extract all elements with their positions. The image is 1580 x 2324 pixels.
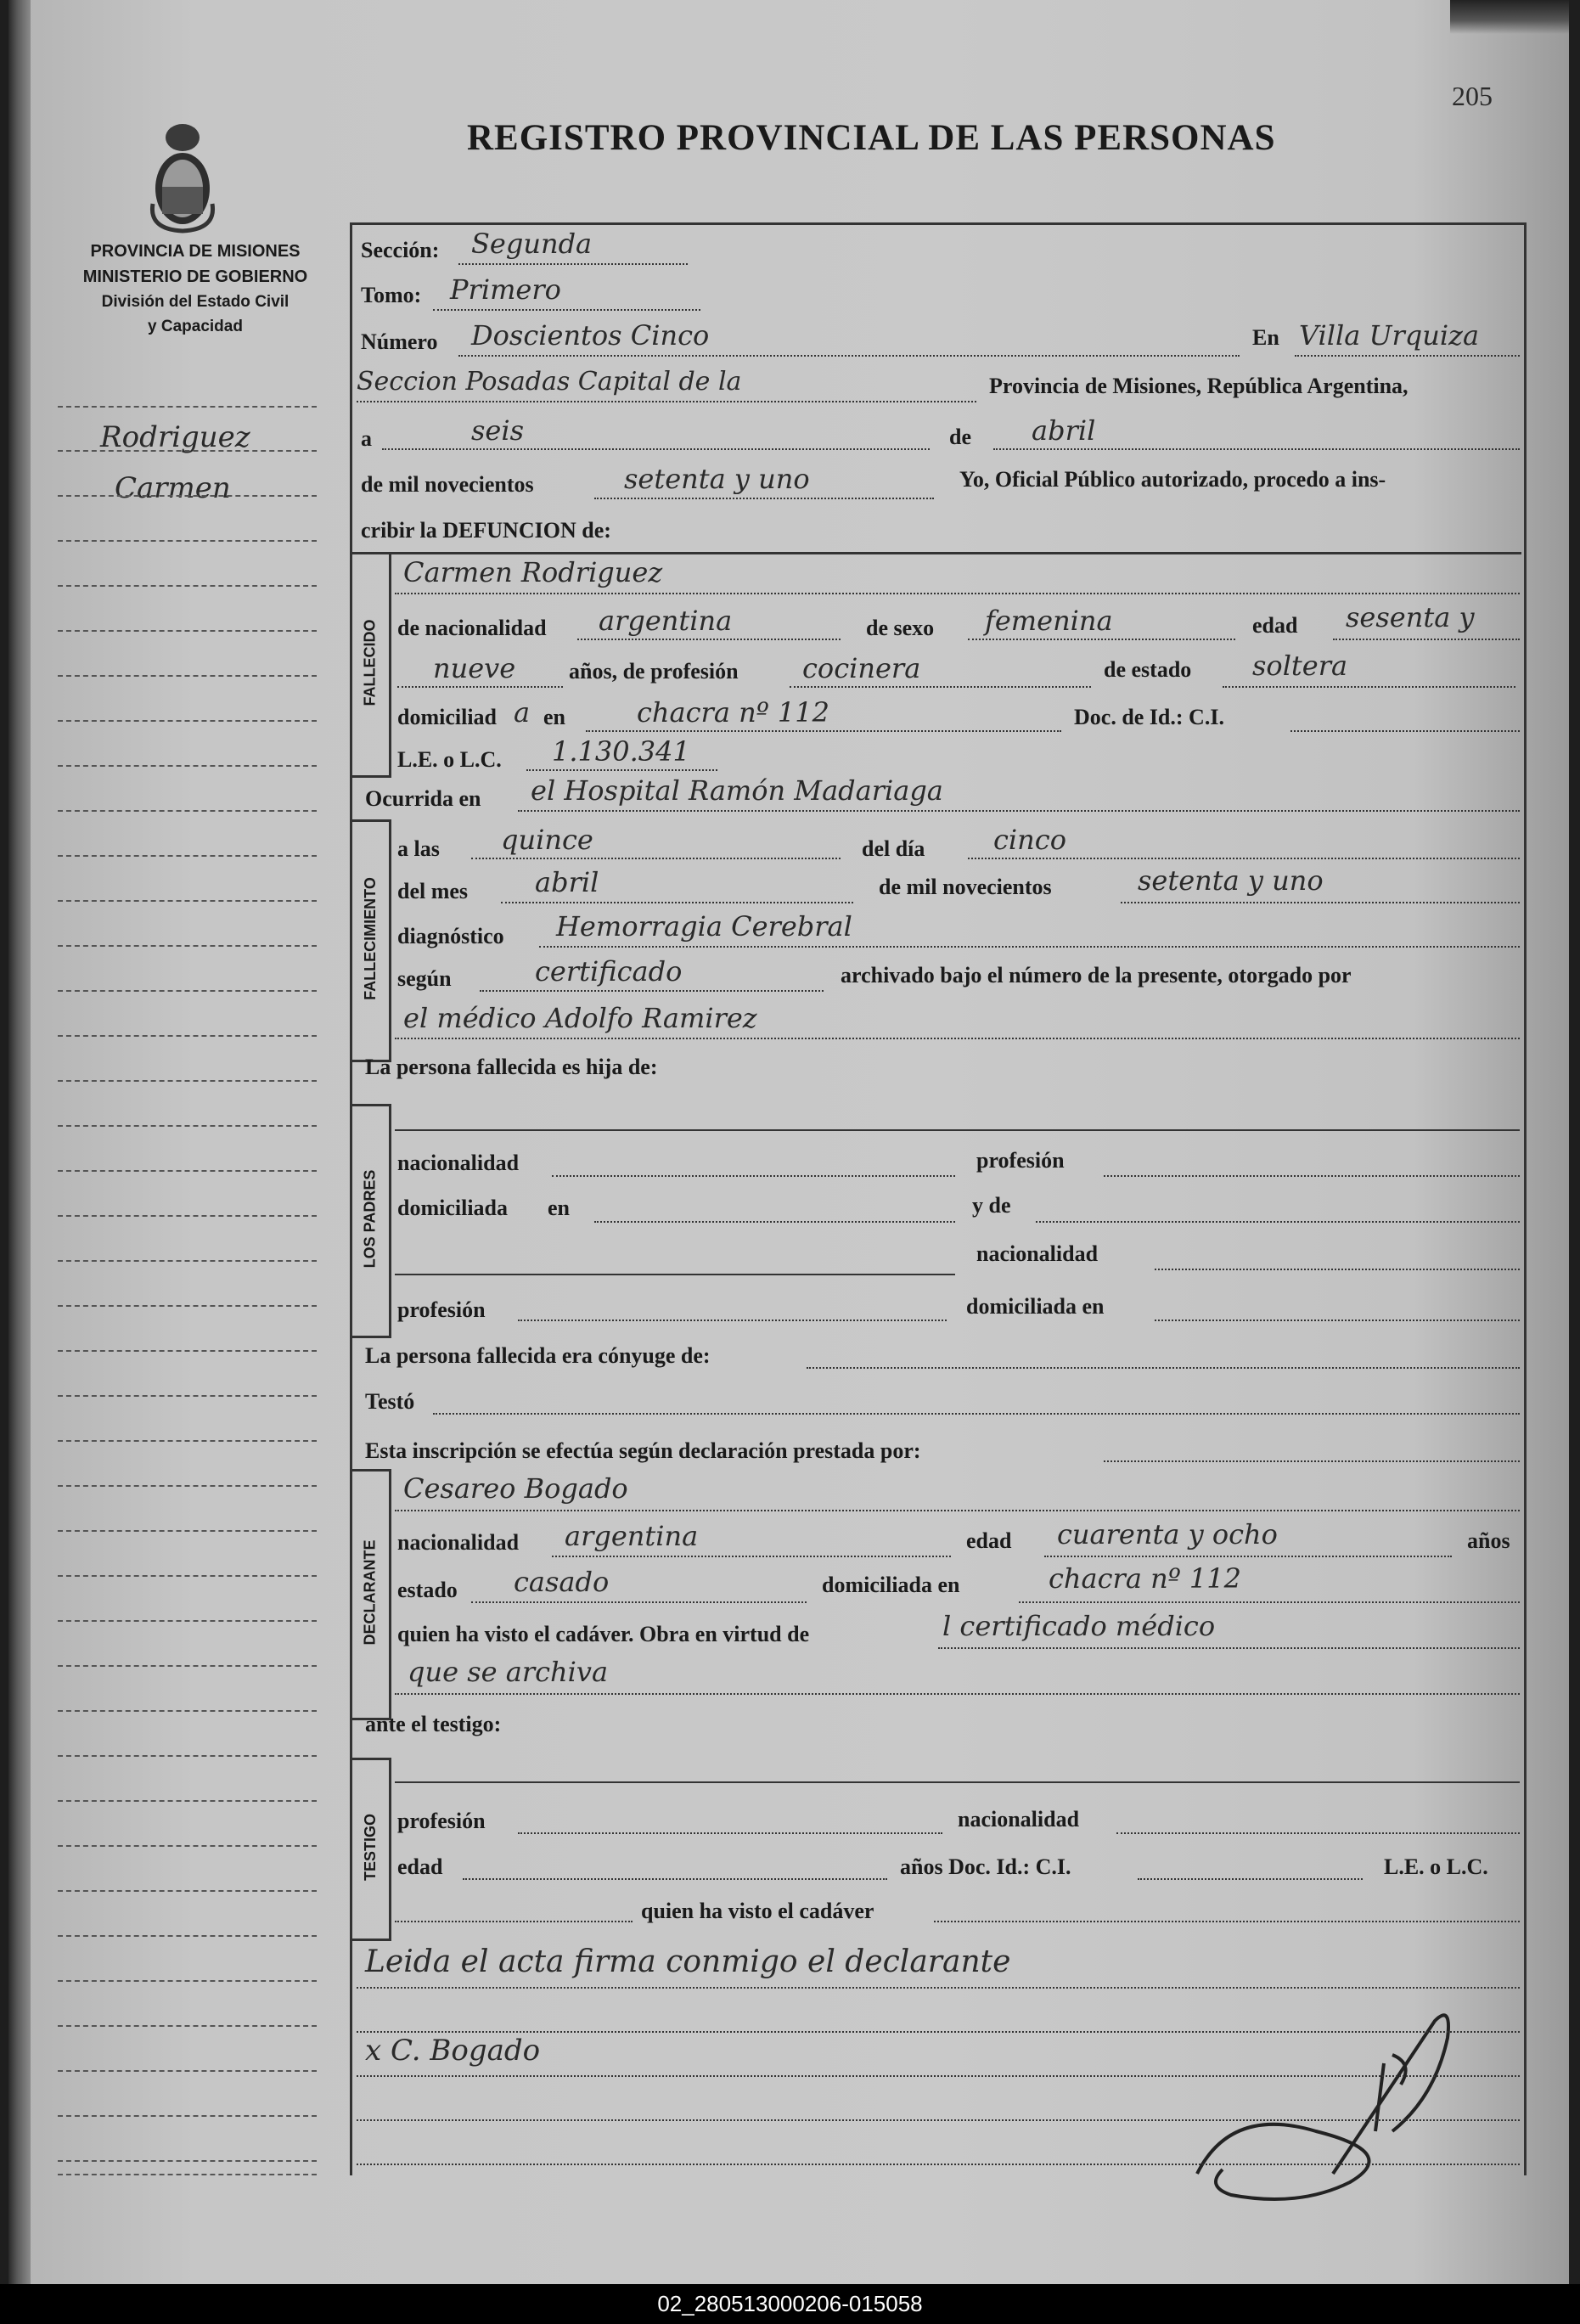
testigo-anos-doc-label: años Doc. Id.: C.I. (900, 1854, 1071, 1879)
fallecimiento-diagnostico-label: diagnóstico (397, 924, 504, 948)
padres-en-label: en (548, 1196, 570, 1220)
underline (968, 639, 1235, 640)
margin-line (58, 1440, 317, 1442)
margin-line (58, 1350, 317, 1352)
inscripcion-label: Esta inscripción se efectúa según declaración prestada por: (365, 1438, 921, 1463)
underline (397, 686, 563, 688)
coat-of-arms-icon (144, 119, 221, 234)
margin-line (58, 1485, 317, 1487)
margin-line (58, 1890, 317, 1892)
underline (993, 448, 1520, 450)
underline (518, 1320, 947, 1321)
ante-label: ante el testigo: (365, 1712, 502, 1736)
margin-note-name: Carmen (115, 471, 231, 505)
official-signature-icon (1180, 2004, 1486, 2208)
underline (1138, 1878, 1363, 1880)
margin-line (58, 945, 317, 947)
fallecimiento-segun-value: certificado (535, 955, 683, 988)
fallecimiento-dia-label: del día (862, 836, 925, 861)
fallecido-nacionalidad-label: de nacionalidad (397, 616, 547, 640)
closing-ruled-line (357, 2164, 1520, 2165)
fallecimiento-dia-value: cinco (993, 824, 1066, 856)
underline (1104, 1175, 1520, 1177)
underline (395, 593, 1520, 594)
testigo-quien-label: quien ha visto el cadáver (641, 1899, 874, 1923)
underline (1223, 686, 1515, 688)
seccion-value: Segunda (471, 228, 593, 260)
underline (501, 902, 853, 903)
declarante-section-label: DECLARANTE (361, 1539, 379, 1645)
margin-line (58, 1215, 317, 1217)
image-footer: 02_280513000206-015058 (0, 2284, 1580, 2324)
declarante-nacionalidad-value: argentina (565, 1520, 699, 1552)
padres-profesion-label: profesión (976, 1148, 1065, 1173)
fallecido-domiciliad-suffix: a (514, 696, 531, 729)
mil-label: de mil novecientos (361, 472, 534, 497)
underline (968, 858, 1520, 859)
underline (458, 263, 688, 265)
underline (1155, 1269, 1520, 1270)
margin-line (58, 495, 317, 497)
fallecimiento-mil-value: setenta y uno (1138, 864, 1324, 897)
fallecido-edad-label: edad (1252, 613, 1298, 638)
place-value: Seccion Posadas Capital de la (357, 367, 742, 397)
fallecido-sexo-label: de sexo (866, 616, 935, 640)
underline (1290, 730, 1520, 732)
mil-value: setenta y uno (624, 463, 810, 495)
underline (480, 990, 824, 992)
margin-line (58, 1710, 317, 1712)
page-corner-shadow (1450, 0, 1569, 34)
fallecido-edad-value2: nueve (433, 652, 516, 684)
margin-line (58, 630, 317, 632)
testigo-section-label: TESTIGO (361, 1813, 379, 1881)
declarante-edad-value: cuarenta y ocho (1057, 1518, 1278, 1550)
underline (1044, 1556, 1452, 1557)
fallecido-le-value: 1.130.341 (552, 735, 690, 768)
closing-ruled-line (357, 2031, 1520, 2033)
fallecido-sexo-value: femenina (985, 605, 1113, 637)
margin-line (58, 2025, 317, 2027)
underline (518, 1832, 942, 1834)
fallecimiento-medico-value: el médico Adolfo Ramirez (403, 1002, 757, 1034)
margin-line (58, 585, 317, 587)
fallecimiento-mes-value: abril (535, 866, 599, 898)
yo-text: Yo, Oficial Público autorizado, procedo a ins- (959, 467, 1386, 492)
fallecido-domicilio-value: chacra nº 112 (637, 696, 829, 729)
fallecimiento-alas-label: a las (397, 836, 440, 861)
underline (395, 1129, 1520, 1131)
testigo-profesion-label: profesión (397, 1809, 486, 1833)
underline (594, 1221, 955, 1223)
margin-line (58, 2160, 317, 2162)
padres-y-de-label: y de (972, 1193, 1011, 1218)
padres-nacionalidad2-label: nacionalidad (976, 1241, 1099, 1266)
underline (577, 639, 841, 640)
underline (395, 1510, 1520, 1511)
fallecimiento-diagnostico-value: Hemorragia Cerebral (556, 910, 852, 943)
margin-line (58, 1935, 317, 1937)
a-value: seis (471, 414, 525, 447)
padres-domiciliada2-label: domiciliada en (966, 1294, 1105, 1319)
ocurrida-label: Ocurrida en (365, 786, 481, 811)
margin-line (58, 1665, 317, 1667)
en-value: Villa Urquiza (1299, 319, 1480, 352)
dept-line1: PROVINCIA DE MISIONES (90, 242, 301, 261)
fallecido-estado-value: soltera (1252, 650, 1348, 682)
fallecido-section-label: FALLECIDO (361, 619, 379, 706)
fallecido-name: Carmen Rodriguez (403, 556, 663, 588)
margin-line (58, 2115, 317, 2117)
margin-line (58, 2070, 317, 2072)
closing-ruled-line (357, 1987, 1520, 1989)
tomo-value: Primero (450, 273, 561, 306)
margin-line (58, 765, 317, 767)
declarante-virtud-value: l certificado médico (942, 1610, 1216, 1642)
margin-line (58, 900, 317, 902)
underline (518, 810, 1520, 812)
declarante-quien-text: quien ha visto el cadáver. Obra en virtud de (397, 1622, 810, 1646)
padres-profesion2-label: profesión (397, 1297, 486, 1322)
declarante-anos-label: años (1467, 1528, 1510, 1553)
testigo-edad-label: edad (397, 1854, 443, 1879)
dept-line4: y Capacidad (148, 318, 243, 335)
underline (395, 1781, 1520, 1783)
document-title: REGISTRO PROVINCIAL DE LAS PERSONAS (467, 118, 1276, 158)
underline (395, 1038, 1520, 1039)
margin-line (58, 450, 317, 452)
declarante-name: Cesareo Bogado (403, 1472, 628, 1505)
margin-line (58, 540, 317, 542)
book-binding (8, 0, 31, 2284)
margin-line (58, 1530, 317, 1532)
underline (552, 1556, 951, 1557)
de-label: de (949, 425, 971, 449)
underline (471, 858, 841, 859)
declarante-estado-label: estado (397, 1578, 458, 1602)
margin-line (58, 1800, 317, 1802)
underline (526, 769, 717, 771)
underline (594, 498, 934, 499)
margin-line (58, 1755, 317, 1757)
margin-line (58, 1125, 317, 1127)
declarante-estado-value: casado (514, 1566, 610, 1598)
page-number: 205 (1452, 81, 1493, 111)
numero-value: Doscientos Cinco (471, 319, 710, 352)
declarante-virtud-value2: que se archiva (408, 1656, 609, 1688)
fallecido-le-label: L.E. o L.C. (397, 747, 502, 772)
margin-line (58, 990, 317, 992)
underline (586, 730, 1061, 732)
fallecido-profesion-label: años, de profesión (569, 659, 739, 684)
form-frame (350, 222, 1527, 2175)
fallecimiento-alas-value: quince (501, 824, 593, 856)
underline (458, 355, 1240, 357)
underline (1333, 639, 1520, 640)
fallecimiento-segun-label: según (397, 966, 452, 991)
margin-line (58, 855, 317, 857)
underline (552, 1175, 955, 1177)
underline (539, 946, 1520, 948)
underline (433, 309, 700, 311)
margin-line (58, 1080, 317, 1082)
padres-nacionalidad-label: nacionalidad (397, 1151, 520, 1175)
dept-line3: División del Estado Civil (101, 293, 290, 311)
fallecido-edad-value: sesenta y (1346, 601, 1475, 633)
margin-line (58, 675, 317, 677)
fallecido-estado-label: de estado (1104, 657, 1192, 682)
fallecido-domiciliad-label: domiciliad (397, 705, 498, 729)
closing-ruled-line (357, 2119, 1520, 2121)
underline (382, 448, 930, 450)
testigo-le-label: L.E. o L.C. (1384, 1854, 1488, 1879)
conyuge-label: La persona fallecida era cónyuge de: (365, 1343, 711, 1368)
declarante-edad-label: edad (966, 1528, 1012, 1553)
closing-line2: x C. Bogado (365, 2034, 541, 2068)
declarante-domiciliada-label: domiciliada en (822, 1573, 960, 1597)
padres-domiciliada-label: domiciliada (397, 1196, 509, 1220)
numero-label: Número (361, 329, 438, 354)
underline (1116, 1832, 1520, 1834)
underline (395, 1274, 955, 1275)
tomo-label: Tomo: (361, 283, 422, 307)
register-page (8, 0, 1569, 2284)
underline (790, 686, 1091, 688)
fallecido-nacionalidad-value: argentina (599, 605, 733, 637)
fallecimiento-section-label: FALLECIMIENTO (361, 876, 379, 1000)
underline (463, 1878, 887, 1880)
margin-line (58, 810, 317, 812)
declarante-nacionalidad-label: nacionalidad (397, 1530, 520, 1555)
a-label: a (361, 426, 372, 451)
fallecimiento-mil-label: de mil novecientos (879, 875, 1052, 899)
seccion-label: Sección: (361, 238, 440, 262)
underline (1121, 902, 1520, 903)
margin-line (58, 1305, 317, 1307)
margin-line (58, 1260, 317, 1262)
underline (395, 1693, 1520, 1695)
margin-line (58, 1575, 317, 1577)
underline (938, 1647, 1520, 1649)
underline (1104, 1460, 1520, 1462)
underline (357, 401, 976, 402)
underline (1295, 355, 1520, 357)
en-label: En (1252, 325, 1279, 350)
padres-section-label: LOS PADRES (361, 1169, 379, 1268)
margin-line (58, 1395, 317, 1397)
section-rule (389, 552, 1521, 554)
de-value: abril (1032, 414, 1096, 447)
margin-note-surname: Rodriguez (100, 420, 250, 454)
fallecido-profesion-value: cocinera (802, 652, 921, 684)
margin-line (58, 1620, 317, 1622)
declarante-domicilio-value: chacra nº 112 (1049, 1562, 1241, 1595)
underline (807, 1367, 1520, 1369)
fallecido-en-label: en (543, 705, 565, 729)
fallecimiento-mes-label: del mes (397, 879, 469, 903)
hija-label: La persona fallecida es hija de: (365, 1055, 658, 1079)
margin-line (58, 1170, 317, 1172)
margin-line (58, 1845, 317, 1847)
fallecido-doc-label: Doc. de Id.: C.I. (1074, 705, 1224, 729)
margin-line (58, 2174, 317, 2175)
provincia-text: Provincia de Misiones, República Argentina, (989, 374, 1409, 398)
margin-line (58, 406, 317, 408)
closing-line1: Leida el acta firma conmigo el declarante (365, 1944, 1011, 1979)
closing-ruled-line (357, 2075, 1520, 2077)
underline (934, 1921, 1520, 1922)
margin-line (58, 1035, 317, 1037)
underline (395, 1921, 633, 1922)
frame-top-rule (350, 222, 1524, 225)
underline (433, 1413, 1520, 1415)
ocurrida-value: el Hospital Ramón Madariaga (531, 774, 943, 807)
dept-line2: MINISTERIO DE GOBIERNO (82, 267, 308, 286)
cribir-text: cribir la DEFUNCION de: (361, 518, 611, 543)
testigo-nacionalidad-label: nacionalidad (958, 1807, 1080, 1832)
margin-line (58, 1980, 317, 1982)
fallecimiento-archivado-text: archivado bajo el número de la presente, otorgado por (841, 963, 1352, 988)
margin-line (58, 720, 317, 722)
testo-label: Testó (365, 1389, 415, 1414)
underline (1019, 1601, 1520, 1603)
underline (1155, 1320, 1520, 1321)
underline (471, 1601, 807, 1603)
underline (1036, 1221, 1520, 1223)
